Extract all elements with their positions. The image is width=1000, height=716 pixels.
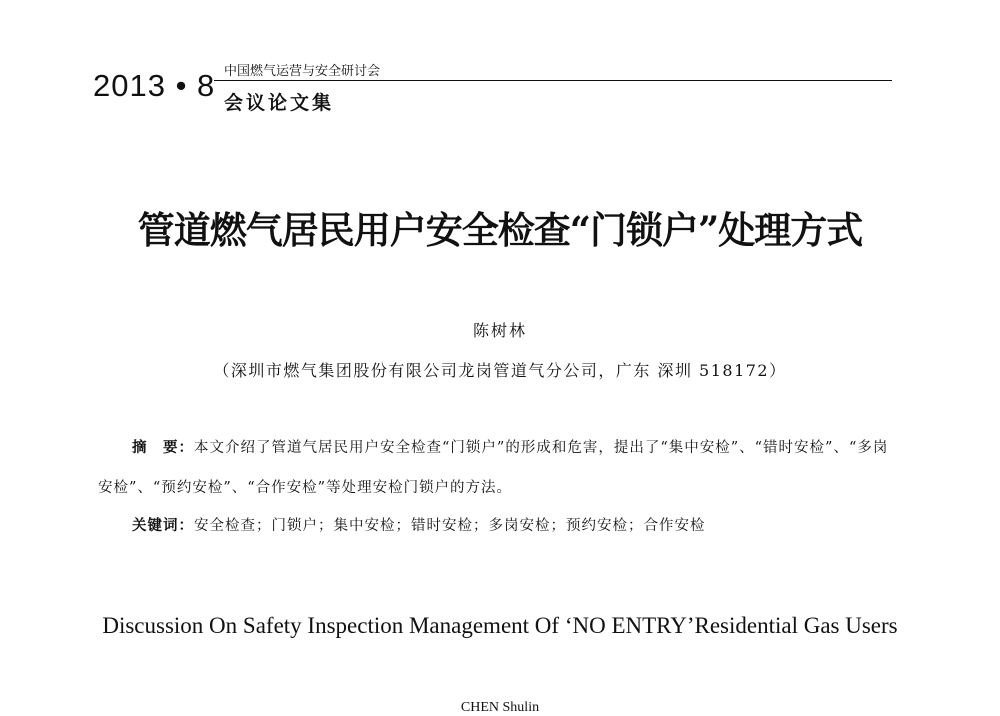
abstract-text: 本文介绍了管道气居民用户安全检查“门锁户”的形成和危害，提出了“集中安检”、“错时安检”、“多岗安检”、“预约安检”、“合作安检”等处理安检门锁户的方法。 [98,440,889,496]
keywords-label: 关键词： [132,518,194,534]
abstract-label: 摘 要： [132,440,194,456]
keywords-text: 安全检查；门锁户；集中安检；错时安检；多岗安检；预约安检；合作安检 [194,518,706,534]
english-title: Discussion On Safety Inspection Management Of ‘NO ENTRY’Residential Gas Users [102,613,898,638]
author-affiliation: （深圳市燃气集团股份有限公司龙岗管道气分公司，广东 深圳 518172） [213,361,787,380]
keywords [132,514,706,535]
header-conference-name: 中国燃气运营与安全研讨会 [224,64,381,79]
header-year-issue: 2013 • 8 [93,68,216,103]
author-name: 陈树林 [472,321,527,340]
header-divider [214,80,892,81]
abstract [98,428,898,508]
english-author: CHEN Shulin [460,700,540,715]
header-proceedings: 会议论文集 [224,92,335,114]
paper-title: 管道燃气居民用户安全检查“门锁户”处理方式 [137,208,863,252]
